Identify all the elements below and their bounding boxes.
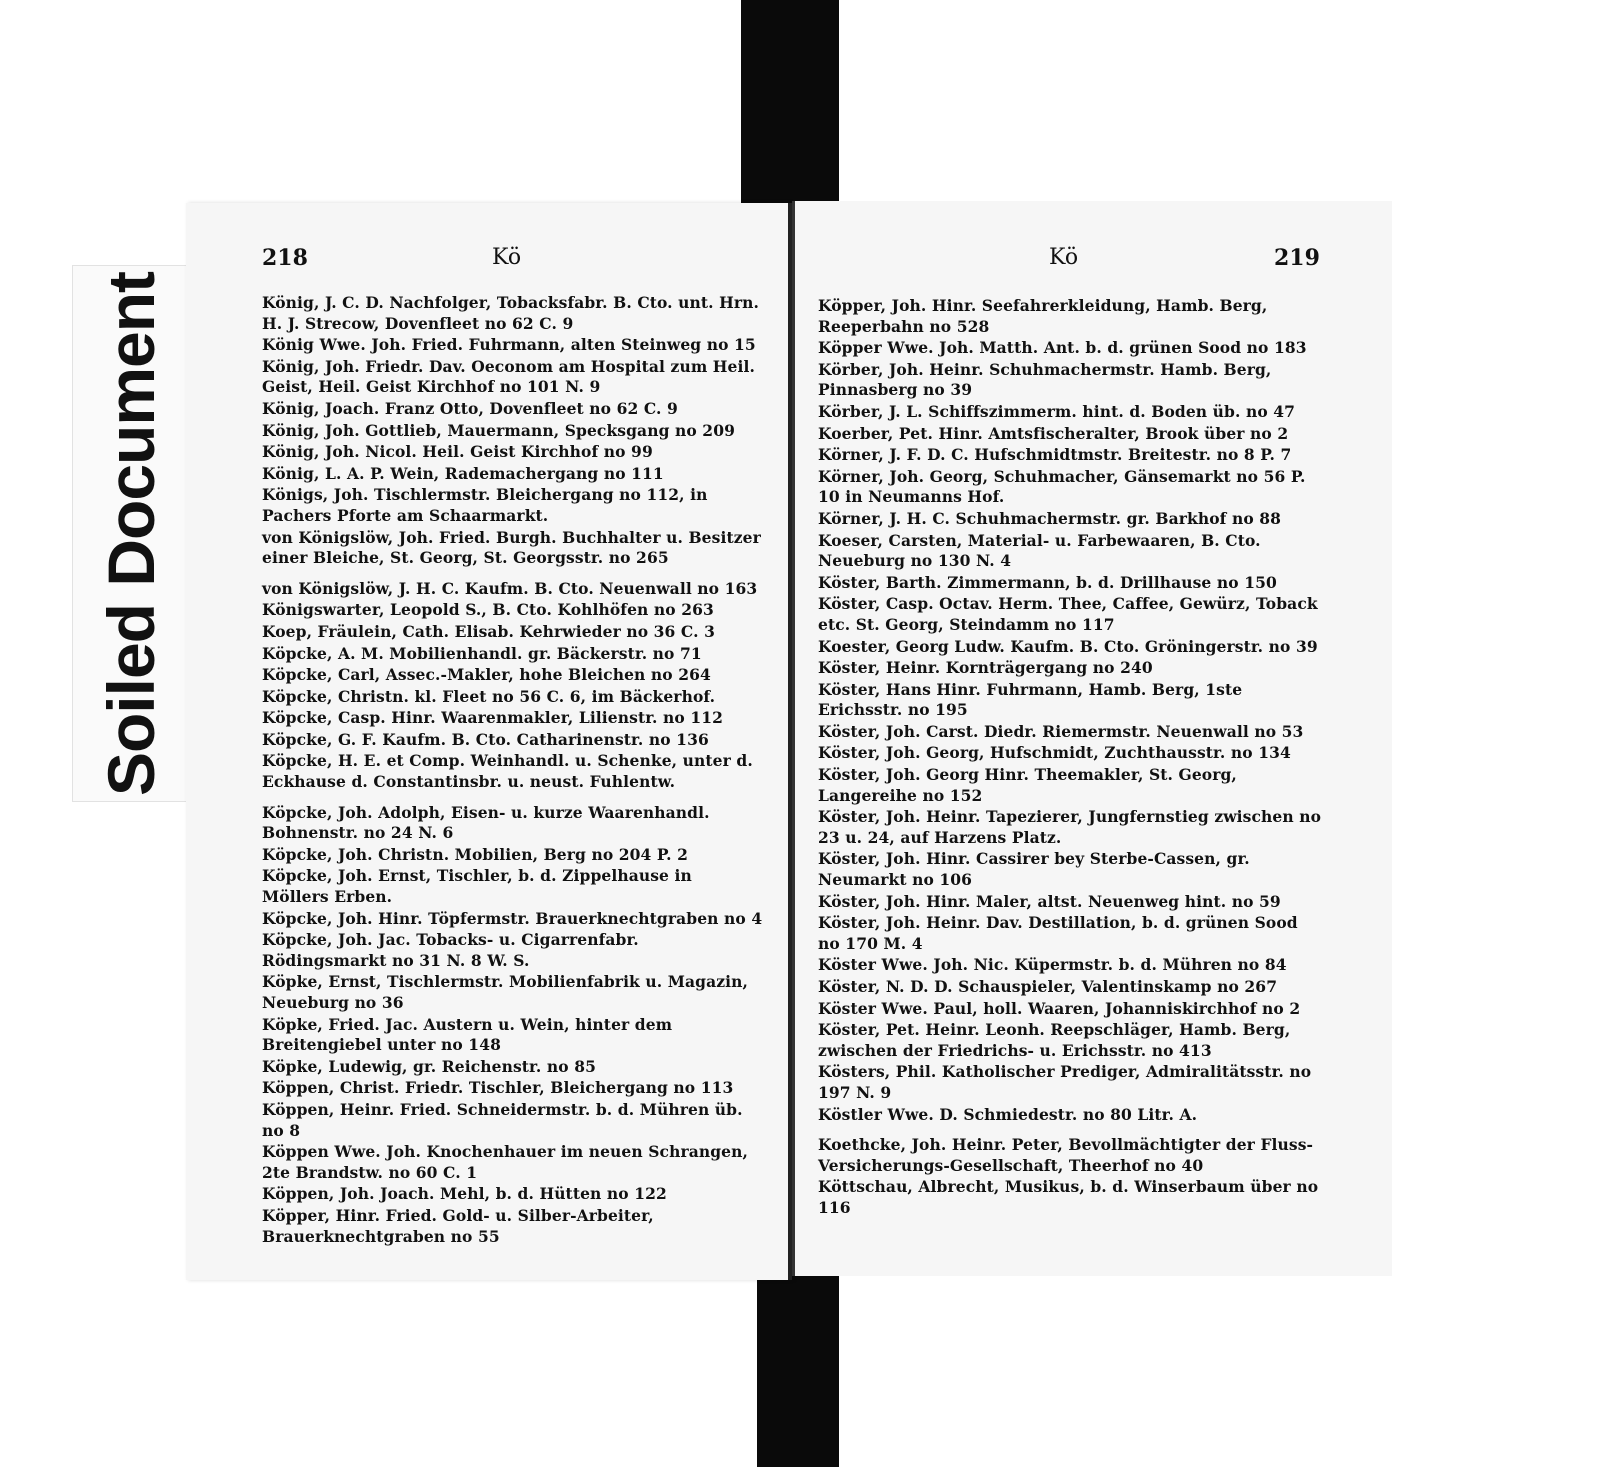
directory-entry: Köster, N. D. D. Schauspieler, Valentinskamp no 267 <box>818 977 1278 996</box>
directory-entry: Köpcke, Christn. kl. Fleet no 56 C. 6, im Bäckerhof. <box>262 686 716 706</box>
directory-entry: Köster, Joh. Heinr. Tapezierer, Jungfernstieg zwischen no 23 u. 24, auf Harzens Platz. <box>818 807 1322 847</box>
directory-entry: Köpper, Joh. Hinr. Seefahrerkleidung, Hamb. Berg, Reeperbahn no 528 <box>818 296 1268 336</box>
directory-entry: Köpper, Hinr. Fried. Gold- u. Silber-Arbeiter, Brauerknechtgraben no 55 <box>262 1205 654 1246</box>
left-entry-list <box>262 293 764 1248</box>
directory-entry: Körner, J. H. C. Schuhmachermstr. gr. Barkhof no 88 <box>818 508 1282 528</box>
directory-entry: Köpcke, Carl, Assec.-Makler, hohe Bleichen no 264 <box>262 665 711 685</box>
directory-entry: Körber, J. L. Schiffszimmerm. hint. d. Boden üb. no 47 <box>818 401 1296 421</box>
directory-entry: Köster, Casp. Octav. Herm. Thee, Caffee, Gewürz, Toback etc. St. Georg, Steindamm no 117 <box>818 594 1318 634</box>
directory-entry: Körner, J. F. D. C. Hufschmidtmstr. Breitestr. no 8 P. 7 <box>818 445 1292 465</box>
directory-entry: Köpke, Ernst, Tischlermstr. Mobilienfabrik u. Magazin, Neueburg no 36 <box>262 972 748 1012</box>
directory-entry: Köster, Joh. Georg, Hufschmidt, Zuchthausstr. no 134 <box>818 743 1291 763</box>
directory-entry: von Königslöw, J. H. C. Kaufm. B. Cto. Neuenwall no 163 <box>262 578 758 598</box>
directory-entry: Koeser, Carsten, Material- u. Farbewaaren, B. Cto. Neueburg no 130 N. 4 <box>818 530 1261 571</box>
directory-entry: König Wwe. Joh. Fried. Fuhrmann, alten Steinweg no 15 <box>262 335 756 355</box>
directory-entry: Köster, Hans Hinr. Fuhrmann, Hamb. Berg, 1ste Erichsstr. no 195 <box>818 679 1243 720</box>
right-running-header: Kö <box>1049 245 1079 270</box>
directory-entry: Köpper Wwe. Joh. Matth. Ant. b. d. grünen Sood no 183 <box>818 338 1307 358</box>
directory-entry: Köster, Joh. Georg Hinr. Theemakler, St. Georg, Langereihe no 152 <box>818 765 1237 805</box>
directory-entry: Köpcke, Joh. Christn. Mobilien, Berg no 204 P. 2 <box>262 844 688 864</box>
directory-entry: Köpcke, A. M. Mobilienhandl. gr. Bäckerstr. no 71 <box>262 643 702 663</box>
directory-entry: Köster, Joh. Carst. Diedr. Riemermstr. Neuenwall no 53 <box>818 721 1304 741</box>
binding-strip-top <box>741 0 839 205</box>
directory-entry: Köpke, Ludewig, gr. Reichenstr. no 85 <box>262 1056 596 1076</box>
directory-entry: Köppen, Christ. Friedr. Tischler, Bleichergang no 113 <box>262 1078 734 1098</box>
directory-entry: Köpcke, H. E. et Comp. Weinhandl. u. Schenke, unter d. Eckhause d. Constantinsbr. u. neust. Fuhlentw. <box>262 751 753 792</box>
left-running-header: Kö <box>492 245 522 270</box>
directory-entry: Köpcke, Joh. Jac. Tobacks- u. Cigarrenfabr. Rödingsmarkt no 31 N. 8 W. S. <box>262 930 639 970</box>
directory-entry: Kösters, Phil. Katholischer Prediger, Admiralitätsstr. no 197 N. 9 <box>818 1062 1312 1102</box>
directory-entry: König, Joh. Gottlieb, Mauermann, Specksgang no 209 <box>262 420 735 440</box>
directory-entry: von Königslöw, Joh. Fried. Burgh. Buchhalter u. Besitzer einer Bleiche, St. Georg, St. Georgsstr. no 265 <box>262 527 761 568</box>
directory-entry: König, Joh. Nicol. Heil. Geist Kirchhof no 99 <box>262 442 653 462</box>
directory-entry: Köster, Heinr. Kornträgergang no 240 <box>818 658 1153 678</box>
left-page-number: 218 <box>262 245 308 271</box>
directory-entry: König, Joach. Franz Otto, Dovenfleet no 62 C. 9 <box>262 398 678 418</box>
directory-entry: Köpcke, Joh. Adolph, Eisen- u. kurze Waarenhandl. Bohnenstr. no 24 N. 6 <box>262 802 710 843</box>
directory-entry: Köstler Wwe. D. Schmiedestr. no 80 Litr. A. <box>818 1104 1198 1124</box>
directory-entry: Koep, Fräulein, Cath. Elisab. Kehrwieder no 36 C. 3 <box>262 621 715 641</box>
directory-entry: König, L. A. P. Wein, Rademachergang no 111 <box>262 463 664 483</box>
directory-entry: Köpke, Fried. Jac. Austern u. Wein, hinter dem Breitengiebel unter no 148 <box>262 1014 673 1055</box>
directory-entry: Königswarter, Leopold S., B. Cto. Kohlhöfen no 263 <box>262 600 714 620</box>
directory-entry: Köster Wwe. Joh. Nic. Küpermstr. b. d. Mühren no 84 <box>818 955 1287 975</box>
directory-entry: Köster, Pet. Heinr. Leonh. Reepschläger, Hamb. Berg, zwischen der Friedrichs- u. Erichsstr. no 413 <box>818 1020 1291 1060</box>
directory-entry: Köster, Barth. Zimmermann, b. d. Drillhause no 150 <box>818 572 1277 592</box>
directory-entry: Köpcke, G. F. Kaufm. B. Cto. Catharinenstr. no 136 <box>262 729 709 749</box>
directory-entry: Köpcke, Joh. Ernst, Tischler, b. d. Zippelhause in Möllers Erben. <box>262 866 692 907</box>
stamp-label: Soiled Document <box>94 271 168 796</box>
directory-entry: König, J. C. D. Nachfolger, Tobacksfabr. B. Cto. unt. Hrn. H. J. Strecow, Dovenfleet no 62 C. 9 <box>262 293 760 333</box>
directory-entry: Köppen, Joh. Joach. Mehl, b. d. Hütten no 122 <box>262 1184 667 1204</box>
directory-entry: Königs, Joh. Tischlermstr. Bleichergang no 112, in Pachers Pforte am Schaarmarkt. <box>262 485 708 525</box>
directory-entry: Köttschau, Albrecht, Musikus, b. d. Winserbaum über no 116 <box>818 1177 1319 1217</box>
directory-entry: Köpcke, Joh. Hinr. Töpfermstr. Brauerknechtgraben no 4 <box>262 908 763 928</box>
directory-entry: Köster Wwe. Paul, holl. Waaren, Johanniskirchhof no 2 <box>818 998 1301 1018</box>
directory-entry: Koethcke, Joh. Heinr. Peter, Bevollmächtigter der Fluss-Versicherungs-Gesellschaft, Theerhof no 40 <box>818 1135 1314 1175</box>
directory-entry: Koester, Georg Ludw. Kaufm. B. Cto. Gröningerstr. no 39 <box>818 636 1318 656</box>
soiled-document-stamp <box>72 265 190 802</box>
directory-entry: Köpcke, Casp. Hinr. Waarenmakler, Lilienstr. no 112 <box>262 708 723 728</box>
binding-strip-bottom <box>757 1275 839 1467</box>
directory-entry: Köster, Joh. Hinr. Cassirer bey Sterbe-Cassen, gr. Neumarkt no 106 <box>818 849 1250 890</box>
directory-entry: Köster, Joh. Hinr. Maler, altst. Neuenweg hint. no 59 <box>818 891 1281 911</box>
directory-entry: Köppen, Heinr. Fried. Schneidermstr. b. d. Mühren üb. no 8 <box>262 1099 743 1140</box>
directory-entry: Körner, Joh. Georg, Schuhmacher, Gänsemarkt no 56 P. 10 in Neumanns Hof. <box>818 466 1306 507</box>
right-page-number: 219 <box>1274 245 1320 271</box>
directory-entry: König, Joh. Friedr. Dav. Oeconom am Hospital zum Heil. Geist, Heil. Geist Kirchhof no 101 N. 9 <box>262 356 755 397</box>
directory-entry: Körber, Joh. Heinr. Schuhmachermstr. Hamb. Berg, Pinnasberg no 39 <box>818 359 1272 400</box>
right-entry-list <box>818 296 1323 1220</box>
directory-entry: Köppen Wwe. Joh. Knochenhauer im neuen Schrangen, 2te Brandstw. no 60 C. 1 <box>262 1142 748 1182</box>
directory-entry: Koerber, Pet. Hinr. Amtsfischeralter, Brook über no 2 <box>818 423 1289 443</box>
directory-entry: Köster, Joh. Heinr. Dav. Destillation, b. d. grünen Sood no 170 M. 4 <box>818 913 1298 953</box>
